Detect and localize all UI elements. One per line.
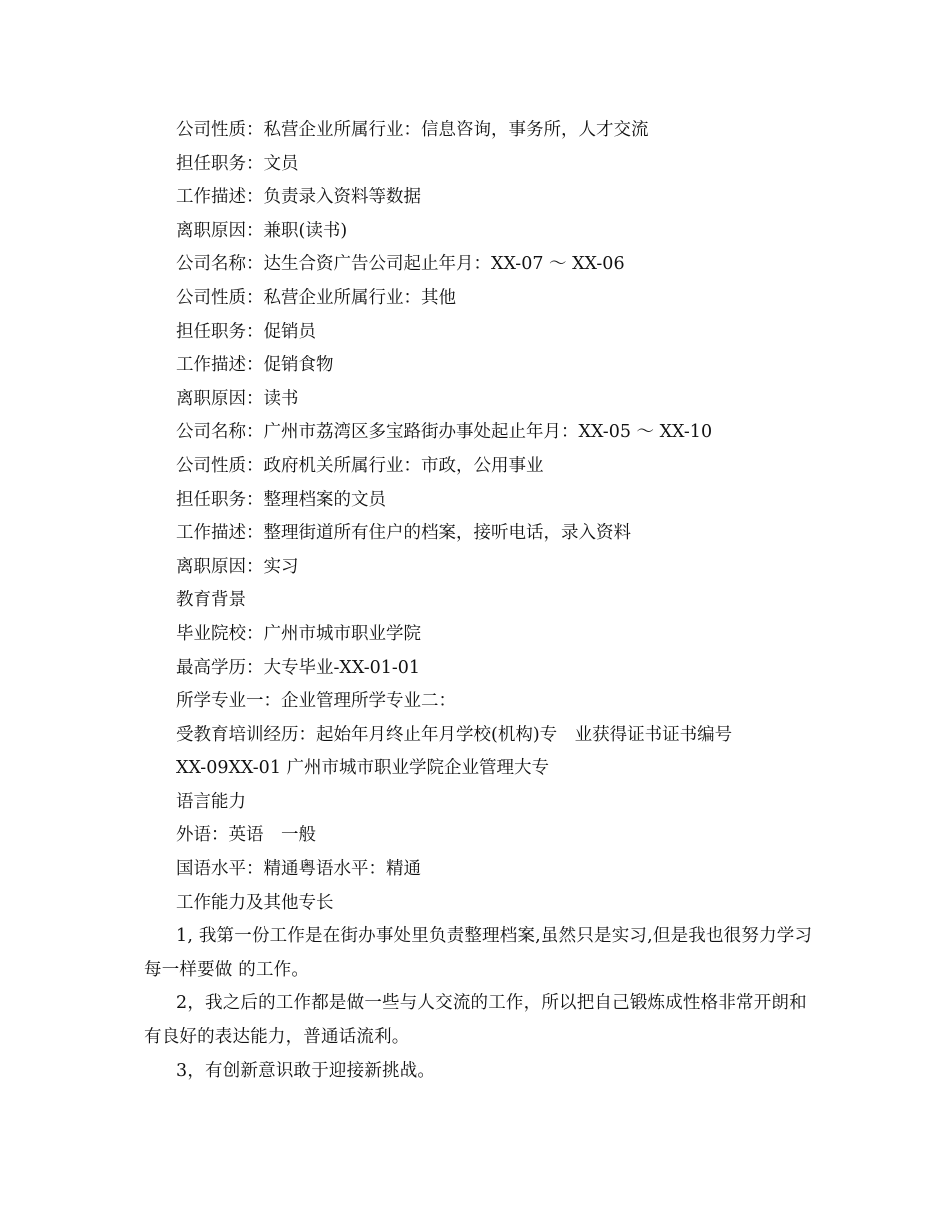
leaving-reason-line-2: 离职原因：读书 <box>176 388 299 409</box>
company-nature-line-2: 公司性质：私营企业所属行业：其他 <box>176 287 456 308</box>
foreign-language-line: 外语：英语 一般 <box>176 825 316 846</box>
document-body <box>0 114 950 1088</box>
mandarin-cantonese-line: 国语水平：精通粤语水平：精通 <box>176 859 421 880</box>
job-description-line-1: 工作描述：负责录入资料等数据 <box>176 187 421 208</box>
highest-degree-line: 最高学历：大专毕业-XX-01-01 <box>176 657 421 678</box>
training-entry-line: XX-09XX-01 广州市城市职业学院企业管理大专 <box>176 758 550 779</box>
job-description-line-3: 工作描述：整理街道所有住户的档案，接听电话，录入资料 <box>176 523 631 544</box>
leaving-reason-line-1: 离职原因：兼职(读书) <box>176 220 348 241</box>
language-heading: 语言能力 <box>176 791 246 812</box>
skill-paragraph-1: 1, 我第一份工作是在街办事处里负责整理档案,虽然只是实习,但是我也很努力学习每一样要做 的工作。 <box>144 926 813 980</box>
training-header-line: 受教育培训经历：起始年月终止年月学校(机构)专 业获得证书证书编号 <box>176 724 733 745</box>
graduate-school-line: 毕业院校：广州市城市职业学院 <box>176 623 421 644</box>
company-nature-line-3: 公司性质：政府机关所属行业：市政，公用事业 <box>176 455 544 476</box>
company-nature-line-1: 公司性质：私营企业所属行业：信息咨询，事务所，人才交流 <box>176 120 649 140</box>
skill-paragraph-3: 3，有创新意识敢于迎接新挑战。 <box>176 1060 436 1081</box>
position-line-3: 担任职务：整理档案的文员 <box>176 489 386 510</box>
company-name-line-2: 公司名称：达生合资广告公司起止年月：XX-07 ～ XX-06 <box>176 254 625 275</box>
leaving-reason-line-3: 离职原因：实习 <box>176 556 299 577</box>
position-line-2: 担任职务：促销员 <box>176 321 316 342</box>
company-name-line-3: 公司名称：广州市荔湾区多宝路街办事处起止年月：XX-05 ～ XX-10 <box>176 422 713 443</box>
skill-paragraph-2: 2，我之后的工作都是做一些与人交流的工作，所以把自己锻炼成性格非常开朗和有良好的表达能力，普通话流利。 <box>144 993 807 1048</box>
skills-heading: 工作能力及其他专长 <box>176 892 334 913</box>
major-line: 所学专业一：企业管理所学专业二： <box>176 691 456 712</box>
position-line-1: 担任职务：文员 <box>176 153 299 174</box>
job-description-line-2: 工作描述：促销食物 <box>176 355 334 376</box>
education-heading: 教育背景 <box>176 590 246 611</box>
